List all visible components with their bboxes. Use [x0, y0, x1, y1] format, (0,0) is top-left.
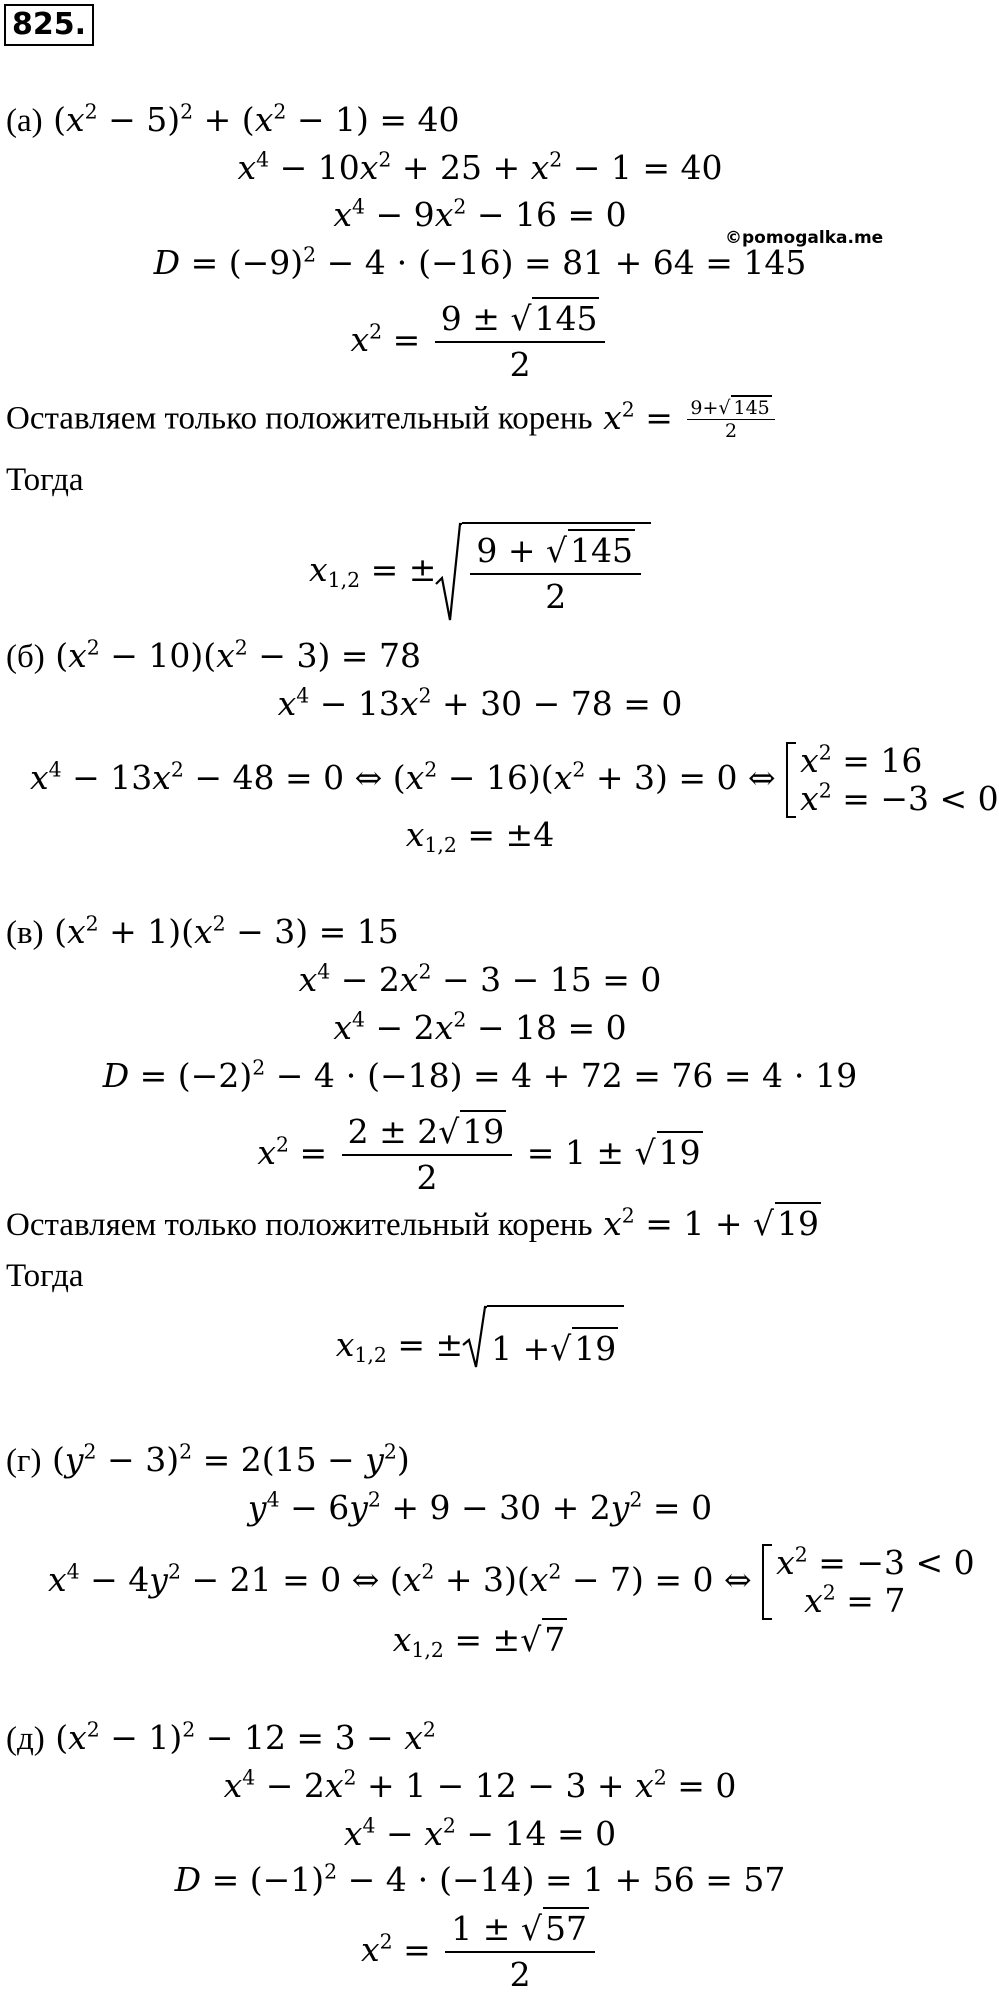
part-d-step1: $x^4 - 2x^2 + 1 - 12 - 3 + x^2 = 0$ — [223, 1765, 737, 1805]
part-v-roots-fraction: $\frac{2 \pm 2√19}{2}$ — [342, 1110, 513, 1200]
part-b-equation: $(x^2 - 10)(x^2 - 3) = 78$ — [55, 635, 421, 675]
part-d-label: (д) — [6, 1721, 45, 1757]
part-a-label: (а) — [6, 103, 43, 139]
part-v-lead-text: Оставляем только положительный корень — [6, 1207, 593, 1243]
part-a-small-fraction: $\frac{9+√ 145}{2}$ — [687, 397, 774, 442]
part-g-equation: $(y^2 - 3)^2 = 2(15 - y^2)$ — [52, 1439, 410, 1479]
part-a-lead-text: Оставляем только положительный корень — [6, 400, 593, 437]
part-d-statement — [6, 1718, 436, 1759]
part-a-then: Тогда — [6, 462, 84, 498]
part-v-answer: $x_{1,2}$ = ± 1 + √19 — [0, 1305, 960, 1389]
part-b-answer: $x_{1,2} = \pm 4$ — [405, 815, 555, 858]
part-d-equation: $(x^2 - 1)^2 - 12 = 3 - x^2$ — [55, 1717, 436, 1757]
part-v-big-root: 1 + √19 — [463, 1305, 624, 1389]
part-a-positive-root: Оставляем только положительный корень $x^2$ = $\frac{9+√ 145}{2}$ — [6, 397, 779, 442]
part-b-step1: $x^4 - 13x^2 + 30 - 78 = 0$ — [277, 683, 683, 723]
part-a-statement — [6, 100, 459, 141]
part-g-factorization: $x^4 - 4y^2 - 21 = 0$ ⇔ $(x^2 + 3)(x^2 - 7) = 0$ ⇔ $x^2 = -3 < 0$ $x^2 = 7$ — [48, 1542, 975, 1620]
watermark: ©pomogalka.me — [725, 228, 884, 248]
part-g-step1: $y^4 - 6y^2 + 9 - 30 + 2y^2 = 0$ — [247, 1487, 713, 1527]
part-v-statement — [6, 912, 399, 953]
part-v-equation: $(x^2 + 1)(x^2 - 3) = 15$ — [54, 911, 399, 951]
part-v-discriminant: $D = (-2)^2 - 4 \cdot (-18) = 4 + 72 = 76 = 4 \cdot 19$ — [102, 1055, 858, 1095]
problem-number: 825. — [4, 4, 94, 46]
part-v-positive-root: Оставляем только положительный корень $x^2 = 1 + √19$ — [6, 1203, 820, 1243]
part-a-step1: $x^4 - 10x^2 + 25 + x^2 - 1 = 40$ — [237, 147, 723, 187]
part-b-statement — [6, 636, 421, 677]
part-a-discriminant: $D = (-9)^2 - 4 \cdot (-16) = 81 + 64 = 145$ — [153, 242, 807, 282]
part-v-step1: $x^4 - 2x^2 - 3 - 15 = 0$ — [298, 959, 662, 999]
part-d-step2: $x^4 - x^2 - 14 = 0$ — [343, 1813, 617, 1853]
part-g-answer: $x_{1,2} = \pm√7$ — [392, 1620, 566, 1663]
part-v-step2: $x^4 - 2x^2 - 18 = 0$ — [333, 1007, 627, 1047]
part-a-answer: $x_{1,2}$ = ± $\frac{9 + √145}{2}$ — [0, 520, 960, 622]
part-a-roots-fraction: $\frac{9 \pm √145}{2}$ — [435, 297, 606, 387]
part-v-roots: $x^2$ = $\frac{2 \pm 2√19}{2}$ = 1 ± √19 — [0, 1108, 960, 1200]
part-d-roots: $x^2$ = $\frac{1 \pm √57}{2}$ — [0, 1905, 960, 1997]
part-a-roots: $x^2$ = $\frac{9 \pm √145}{2}$ — [0, 295, 960, 387]
part-a-step2: $x^4 - 9x^2 - 16 = 0$ — [333, 194, 627, 234]
part-v-label: (в) — [6, 915, 44, 951]
part-a-big-root: $\frac{9 + √145}{2}$ — [436, 522, 651, 622]
part-b-system: $x^2 = 16$ $x^2 = -3 < 0$ — [786, 742, 999, 818]
part-g-system: $x^2 = -3 < 0$ $x^2 = 7$ — [762, 1544, 975, 1620]
part-v-then: Тогда — [6, 1258, 84, 1294]
part-d-discriminant: $D = (-1)^2 - 4 \cdot (-14) = 1 + 56 = 57$ — [174, 1859, 786, 1899]
part-d-roots-fraction: $\frac{1 \pm √57}{2}$ — [445, 1907, 595, 1997]
part-b-factorization: $x^4 - 13x^2 - 48 = 0$ ⇔ $(x^2 - 16)(x^2 + 3) = 0$ ⇔ $x^2 = 16$ $x^2 = -3 < 0$ — [30, 740, 999, 818]
part-a-equation: $(x^2 - 5)^2 + (x^2 - 1) = 40$ — [53, 99, 460, 139]
part-g-statement — [6, 1440, 410, 1481]
part-b-label: (б) — [6, 639, 45, 675]
part-g-label: (г) — [6, 1443, 42, 1479]
